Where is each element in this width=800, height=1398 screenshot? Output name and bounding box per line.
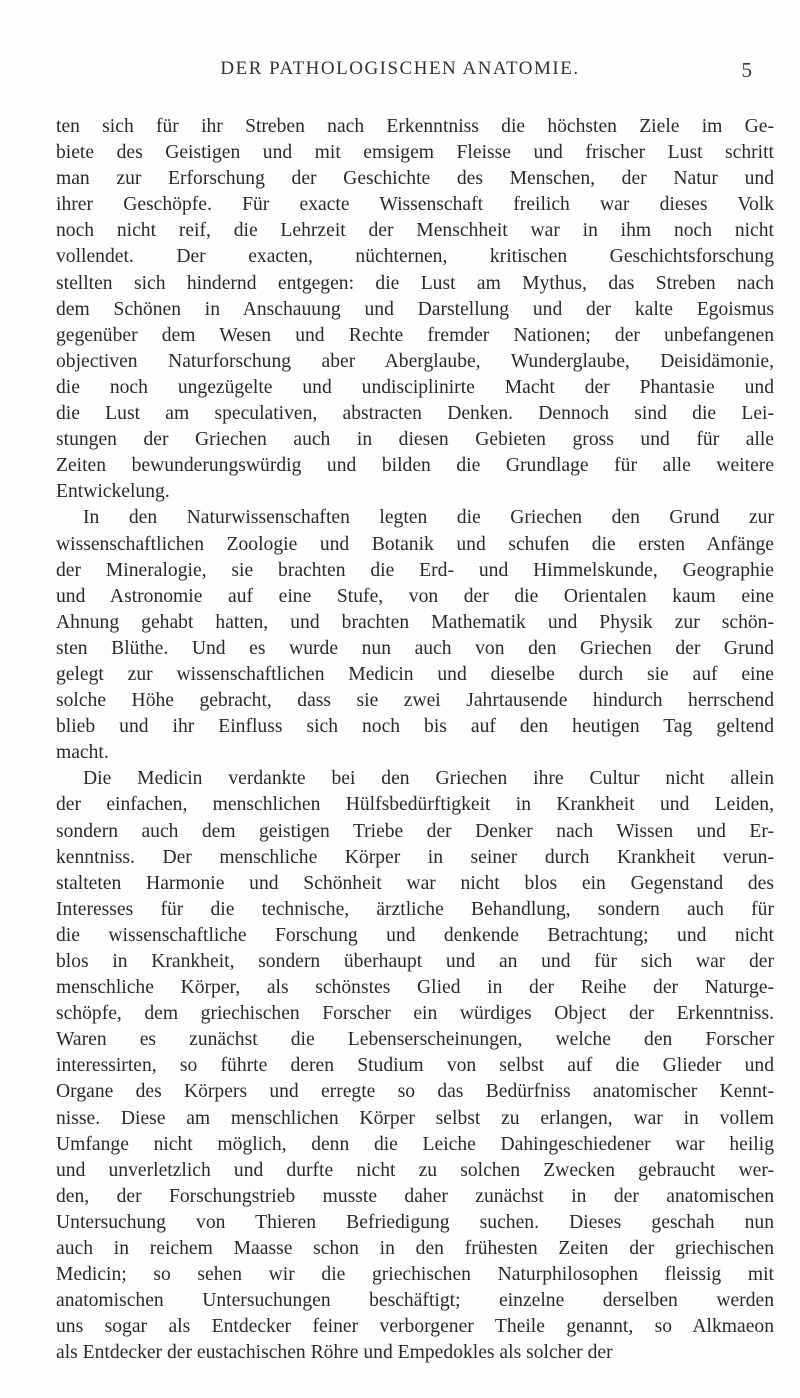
text-line: und Astronomie auf eine Stufe, von der die Orientalen kaum eine [56, 585, 774, 607]
text-line: In den Naturwissenschaften legten die Griechen den Grund zur [83, 507, 774, 529]
text-line: die wissenschaftliche Forschung und denkende Betrachtung; und nicht [56, 924, 774, 946]
text-line: und unverletzlich und durfte nicht zu solchen Zwecken gebraucht wer- [56, 1159, 774, 1181]
text-line: die Lust am speculativen, abstracten Denken. Dennoch sind die Lei- [56, 403, 774, 425]
text-line: vollendet. Der exacten, nüchternen, kritischen Geschichtsforschung [56, 246, 774, 268]
text-line: stellten sich hindernd entgegen: die Lust am Mythus, das Streben nach [56, 272, 774, 294]
text-line: anatomischen Untersuchungen beschäftigt; einzelne derselben werden [56, 1290, 774, 1312]
text-line: gegenüber dem Wesen und Rechte fremder Nationen; der unbefangenen [56, 324, 774, 346]
text-line: auch in reichem Maasse schon in den frühesten Zeiten der griechischen [56, 1238, 774, 1260]
text-line: dem Schönen in Anschauung und Darstellung und der kalte Egoismus [56, 298, 774, 320]
text-line: Waren es zunächst die Lebenserscheinungen, welche den Forscher [56, 1029, 774, 1051]
text-line: solche Höhe gebracht, dass sie zwei Jahrtausende hindurch herrschend [56, 690, 774, 712]
page-number: 5 [741, 58, 752, 82]
text-line: Umfange nicht möglich, denn die Leiche Dahingeschiedener war heilig [56, 1133, 774, 1155]
text-line: der einfachen, menschlichen Hülfsbedürftigkeit in Krankheit und Leiden, [56, 794, 774, 816]
text-line: sondern auch dem geistigen Triebe der Denker nach Wissen und Er- [56, 820, 774, 842]
text-line: als Entdecker der eustachischen Röhre und Empedokles als solcher der [56, 1342, 613, 1364]
running-head-title: DER PATHOLOGISCHEN ANATOMIE. [220, 58, 580, 79]
text-line: Entwickelung. [56, 481, 170, 503]
text-line: Zeiten bewunderungswürdig und bilden die Grundlage für alle weitere [56, 455, 774, 477]
text-line: Ahnung gehabt hatten, und brachten Mathematik und Physik zur schön- [56, 611, 774, 633]
text-line: nisse. Diese am menschlichen Körper selbst zu erlangen, war in vollem [56, 1107, 774, 1129]
text-line: uns sogar als Entdecker feiner verborgener Theile genannt, so Alkmaeon [56, 1316, 774, 1338]
running-head [0, 58, 800, 88]
text-line: die noch ungezügelte und undisciplinirte Macht der Phantasie und [56, 376, 774, 398]
paragraph [56, 505, 774, 766]
text-line: der Mineralogie, sie brachten die Erd- und Himmelskunde, Geographie [56, 559, 774, 581]
text-line: stalteten Harmonie und Schönheit war nicht blos ein Gegenstand des [56, 872, 774, 894]
text-line: gelegt zur wissenschaftlichen Medicin und dieselbe durch sie auf eine [56, 663, 774, 685]
text-line: ihrer Geschöpfe. Für exacte Wissenschaft freilich war dieses Volk [56, 194, 774, 216]
text-line: Medicin; so sehen wir die griechischen Naturphilosophen fleissig mit [56, 1264, 774, 1286]
text-line: macht. [56, 742, 109, 764]
text-line: noch nicht reif, die Lehrzeit der Menschheit war in ihm noch nicht [56, 220, 774, 242]
text-line: Untersuchung von Thieren Befriedigung suchen. Dieses geschah nun [56, 1211, 774, 1233]
paragraph [56, 114, 774, 505]
text-line: Die Medicin verdankte bei den Griechen ihre Cultur nicht allein [83, 768, 774, 790]
text-line: blos in Krankheit, sondern überhaupt und an und für sich war der [56, 951, 774, 972]
text-line: biete des Geistigen und mit emsigem Fleisse und frischer Lust schritt [56, 142, 774, 164]
text-line: schöpfe, dem griechischen Forscher ein würdiges Object der Erkenntniss. [56, 1003, 774, 1025]
text-line: interessirten, so führte deren Studium von selbst auf die Glieder und [56, 1055, 774, 1077]
text-line: den, der Forschungstrieb musste daher zunächst in der anatomischen [56, 1185, 774, 1207]
body-text [56, 114, 774, 1367]
text-line: stungen der Griechen auch in diesen Gebieten gross und für alle [56, 429, 774, 451]
text-line: menschliche Körper, als schönstes Glied in der Reihe der Naturge- [56, 977, 774, 999]
text-line: blieb und ihr Einfluss sich noch bis auf den heutigen Tag geltend [56, 716, 774, 738]
text-line: ten sich für ihr Streben nach Erkenntniss die höchsten Ziele im Ge- [56, 116, 774, 137]
text-line: Organe des Körpers und erregte so das Bedürfniss anatomischer Kennt- [56, 1081, 774, 1103]
text-line: man zur Erforschung der Geschichte des Menschen, der Natur und [56, 168, 774, 190]
paragraph [56, 766, 774, 1366]
text-line: wissenschaftlichen Zoologie und Botanik und schufen die ersten Anfänge [56, 533, 774, 555]
text-line: objectiven Naturforschung aber Aberglaube, Wunderglaube, Deisidämonie, [56, 350, 774, 372]
text-line: sten Blüthe. Und es wurde nun auch von den Griechen der Grund [56, 637, 774, 659]
text-line: kenntniss. Der menschliche Körper in seiner durch Krankheit verun- [56, 846, 774, 868]
text-line: Interesses für die technische, ärztliche Behandlung, sondern auch für [56, 898, 774, 920]
